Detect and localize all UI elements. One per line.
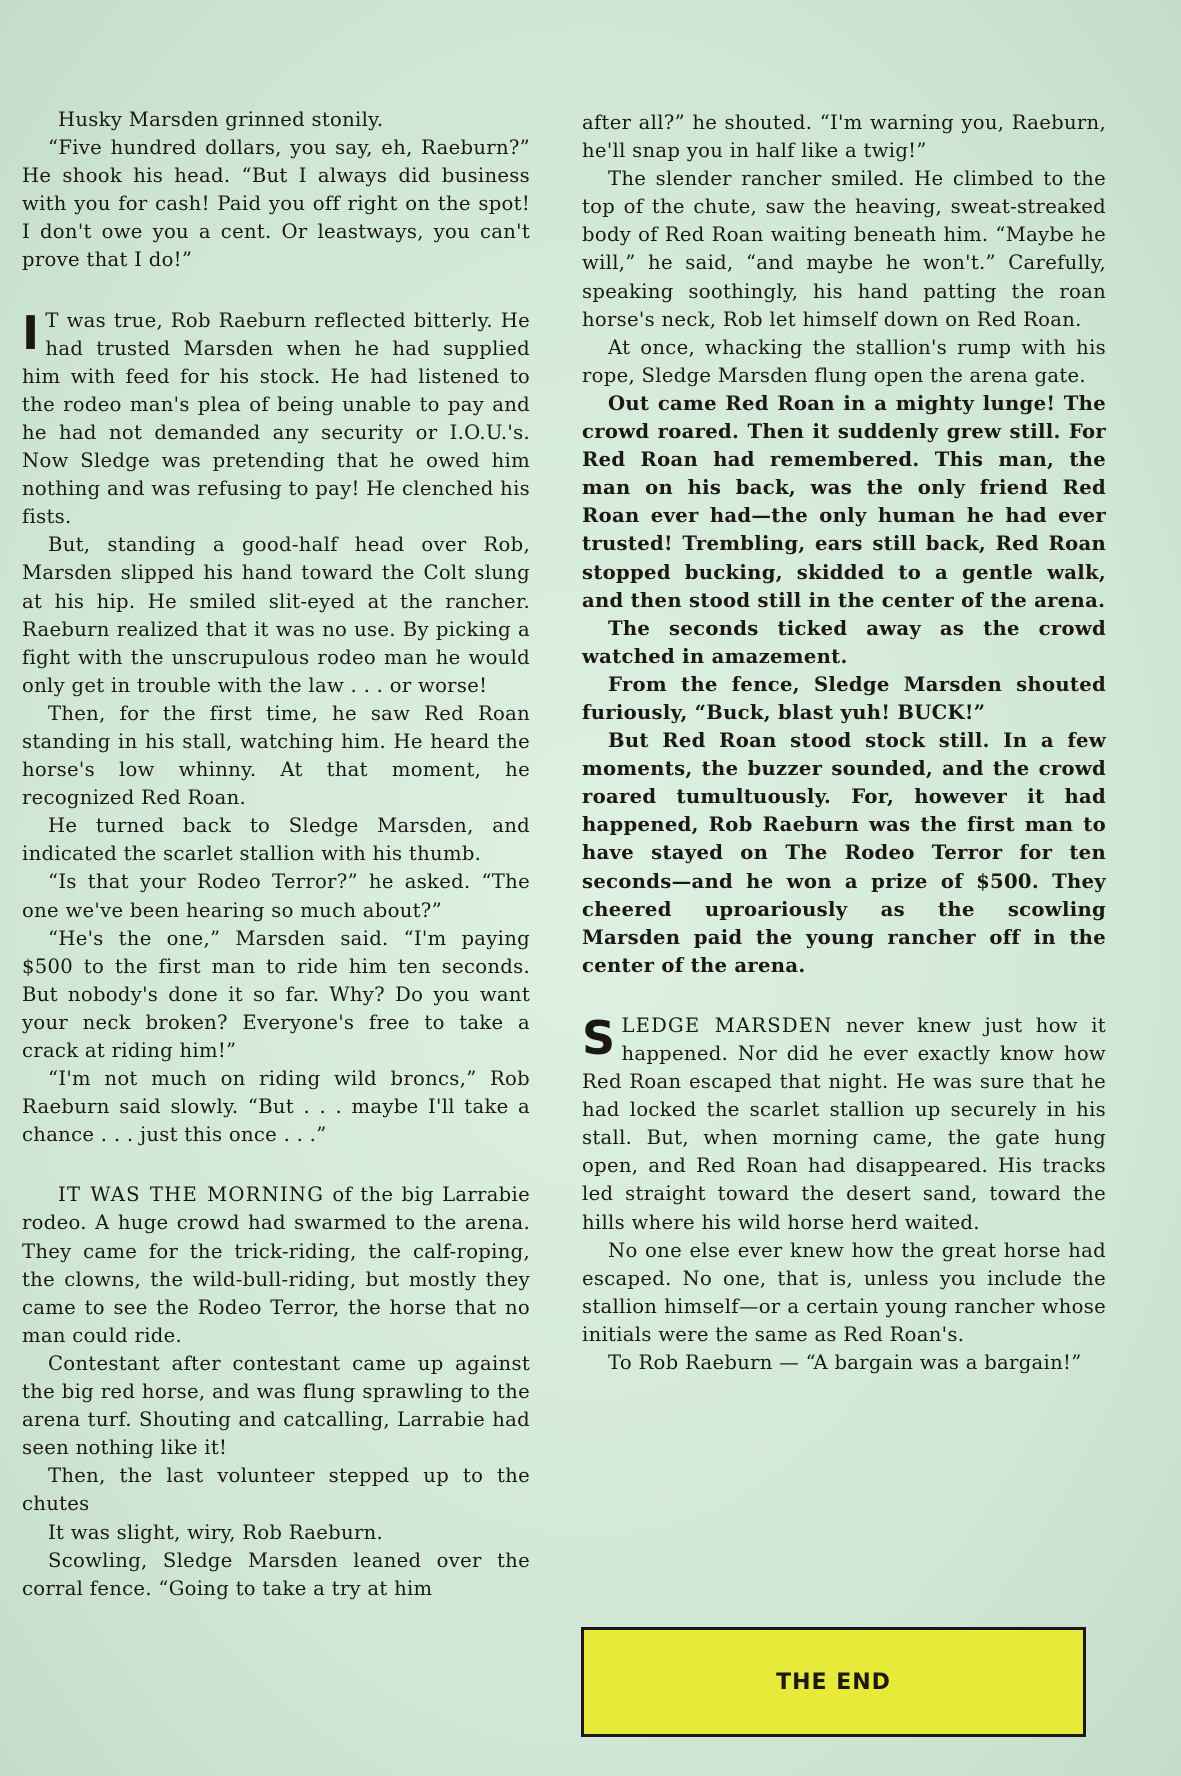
drop-cap: I [22,305,40,360]
paragraph: No one else ever knew how the great horse had escaped. No one, that is, unless you include the stallion himself—or a certain young rancher whose initials were the same as Red Roan's. [582,1238,1106,1346]
paragraph: Scowling, Sledge Marsden leaned over the corral fence. “Going to take a try at him [22,1548,530,1600]
paragraph: But Red Roan stood stock still. In a few moments, the buzzer sounded, and the crowd roared tumultuously. For, however it had happened, Rob Raeburn was the first man to have stayed on The Rodeo Terror for ten seconds—and he won a prize of $500. They cheered uproariously as the scowling Marsden paid the young rancher off in the center of the arena. [582,729,1106,977]
paragraph: The seconds ticked away as the crowd watched in amazement. [582,616,1106,668]
paragraph: “I'm not much on riding wild broncs,” Rob Raeburn said slowly. “But . . . maybe I'll take a chance . . . just this once . . .” [22,1067,530,1147]
paragraph: Out came Red Roan in a mighty lunge! The crowd roared. Then it suddenly grew still. For Red Roan had remembered. This man, the man on his back, was the only friend Red Roan ever had—the only human he had ever trusted! Trembling, ears still back, Red Roan stopped bucking, skidded to a gentle walk, and then stood still in the center of the arena. [582,391,1106,612]
paragraph: To Rob Raeburn — “A bargain was a bargain!” [608,1351,1082,1375]
paragraph: He turned back to Sledge Marsden, and indicated the scarlet stallion with his thumb. [22,814,530,866]
paragraph: It was slight, wiry, Rob Raeburn. [48,1520,384,1544]
paragraph: SLEDGE MARSDEN never knew just how it happened. Nor did he ever exactly know how Red Roan escaped that night. He was sure that he had locked the scarlet stallion up securely in his stall. But, when morning came, the gate hung open, and Red Roan had disappeared. His tracks led straight toward the desert sand, toward the hills where his wild horse herd waited. [582,1010,1106,1234]
paragraph: “Five hundred dollars, you say, eh, Raeburn?” He shook his head. “But I always did business with you for cash! Paid you off right on the spot! I don't owe you a cent. Or leastways, you can't prove that I do!” [22,136,530,272]
paragraph: I T was true, Rob Raeburn reflected bitterly. He had trusted Marsden when he had supplied him with feed for his stock. He had listened to the rodeo man's plea of being unable to pay and he had not demanded any security or I.O.U.'s. Now Sledge was pretending that he owed him nothing and was refusing to pay! He clenched his fists. [22,305,530,529]
paragraph: after all?” he shouted. “I'm warning you, Raeburn, he'll snap you in half like a twig!” [582,111,1106,163]
paragraph: “Is that your Rodeo Terror?” he asked. “The one we've been hearing so much about?” [22,870,530,922]
paragraph: “He's the one,” Marsden said. “I'm paying $500 to the first man to ride him ten seconds. But nobody's done it so far. Why? Do you want your neck broken? Everyone's free to take a crack at riding him!” [22,926,530,1062]
section-lead: IT WAS THE MORNING [58,1183,325,1207]
paragraph: But, standing a good-half head over Rob, Marsden slipped his hand toward the Colt slung at his hip. He smiled slit-eyed at the rancher. Raeburn realized that it was no use. By picking a fight with the unscrupulous rodeo man he would only get in trouble with the law . . . or worse! [22,533,530,697]
paragraph: Husky Marsden grinned stonily. [58,108,384,131]
section-lead: LEDGE MARSDEN [621,1013,833,1037]
paragraph: From the fence, Sledge Marsden shouted furiously, “Buck, blast yuh! BUCK!” [582,672,1106,724]
the-end-box [581,1627,1086,1737]
paragraph: The slender rancher smiled. He climbed to the top of the chute, saw the heaving, sweat-streaked body of Red Roan waiting beneath him. “Maybe he will,” he said, “and maybe he won't.” Carefully, speaking soothingly, his hand patting the roan horse's neck, Rob let himself down on Red Roan. [582,167,1106,331]
paragraph: IT WAS THE MORNING of the big Larrabie rodeo. A huge crowd had swarmed to the arena. They came for the trick-riding, the calf-roping, the clowns, the wild-bull-riding, but mostly they came to see the Rodeo Terror, the horse that no man could ride. [22,1183,530,1347]
right-column [582,109,1106,1377]
paragraph: Then, the last volunteer stepped up to the chutes [22,1464,530,1516]
paragraph: Contestant after contestant came up against the big red horse, and was flung sprawling to the arena turf. Shouting and catcalling, Larrabie had seen nothing like it! [22,1351,530,1460]
left-column [22,106,530,1603]
the-end-label: THE END [776,1669,891,1695]
drop-cap: S [582,1010,616,1065]
paragraph: Then, for the first time, he saw Red Roan standing in his stall, watching him. He heard the horse's low whinny. At that moment, he recognized Red Roan. [22,701,530,810]
paragraph: At once, whacking the stallion's rump with his rope, Sledge Marsden flung open the arena gate. [582,335,1106,387]
